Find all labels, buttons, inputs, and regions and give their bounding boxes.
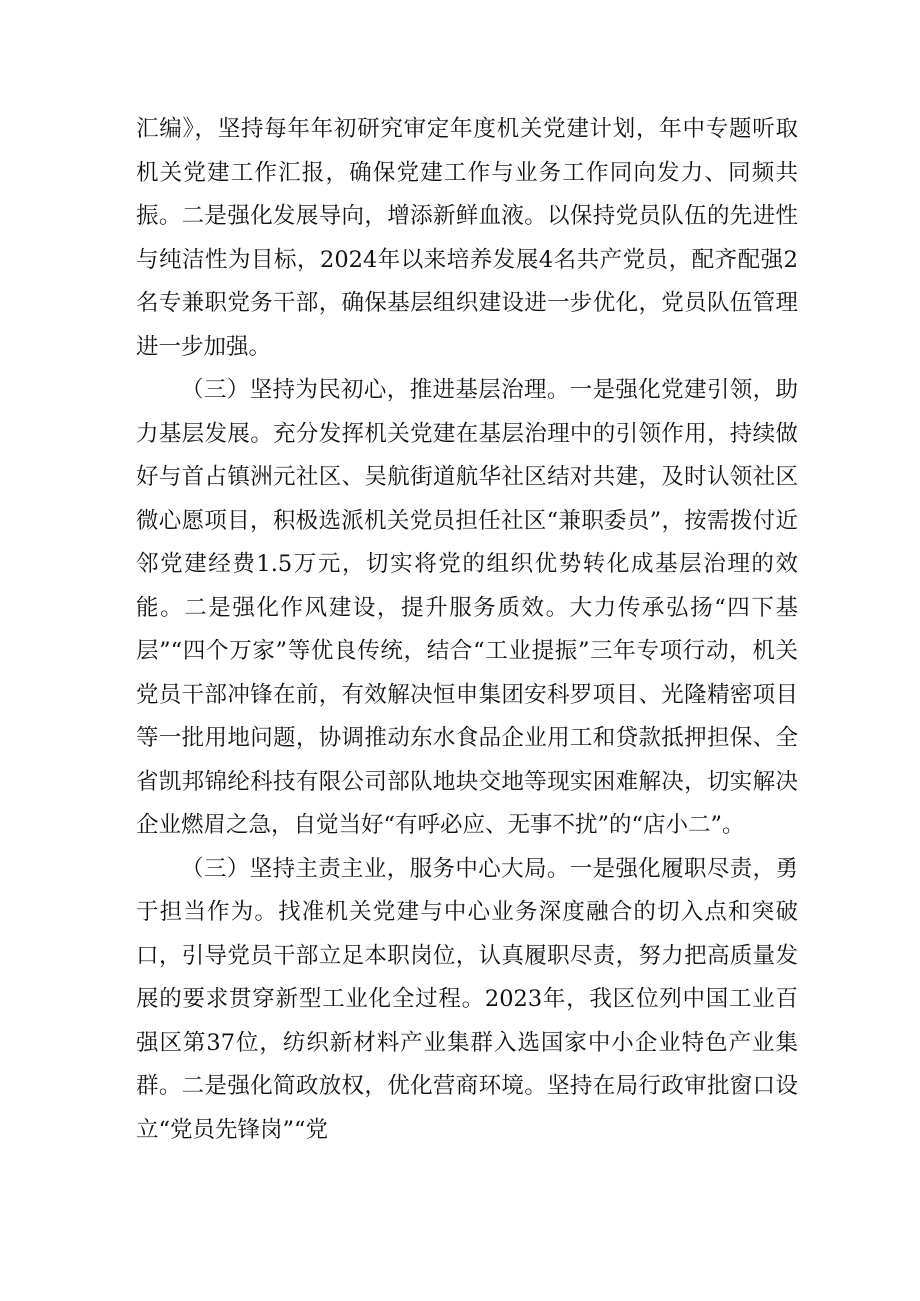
paragraph-1: 汇编》，坚持每年年初研究审定年度机关党建计划，年中专题听取机关党建工作汇报，确保党建工作与业务工作同向发力、同频共振。二是强化发展导向，增添新鲜血液。以保持党员队伍的先进性与纯洁性为目标，2024年以来培养发展4名共产党员，配齐配强2名专兼职党务干部，确保基层组织建设进一步优化，党员队伍管理进一步加强。 [136, 116, 798, 360]
document-body [136, 108, 798, 1152]
paragraph-3: （三）坚持主责主业，服务中心大局。一是强化履职尽责，勇于担当作为。找准机关党建与中心业务深度融合的切入点和突破口，引导党员干部立足本职岗位，认真履职尽责，努力把高质量发展的要求贯穿新型工业化全过程。2023年，我区位列中国工业百强区第37位，纺织新材料产业集群入选国家中小企业特色产业集群。二是强化简政放权，优化营商环境。坚持在局行政审批窗口设立“党员先锋岗”“党 [136, 855, 798, 1143]
paragraph-2: （三）坚持为民初心，推进基层治理。一是强化党建引领，助力基层发展。充分发挥机关党建在基层治理中的引领作用，持续做好与首占镇洲元社区、吴航街道航华社区结对共建，及时认领社区微心愿项目，积极选派机关党员担任社区“兼职委员”，按需拨付近邻党建经费1.5万元，切实将党的组织优势转化成基层治理的效能。二是强化作风建设，提升服务质效。大力传承弘扬“四下基层”“四个万家”等优良传统，结合“工业提振”三年专项行动，机关党员干部冲锋在前，有效解决恒申集团安科罗项目、光隆精密项目等一批用地问题，协调推动东水食品企业用工和贷款抵押担保、全省凯邦锦纶科技有限公司部队地块交地等现实困难解决，切实解决企业燃眉之急，自觉当好“有呼必应、无事不扰”的“店小二”。 [136, 377, 798, 838]
